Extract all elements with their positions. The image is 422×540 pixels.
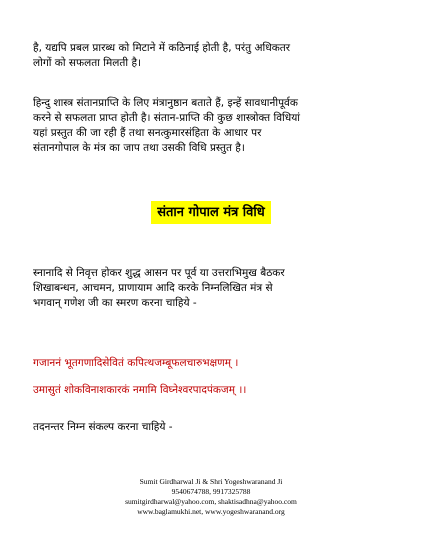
mantra-text: गजाननं भूतगणादिसेवितं कपित्थजम्बूफलचारुभक्षणम् । xyxy=(33,357,239,369)
footer-authors: Sumit Girdharwal Ji & Shri Yogeshwaranand Ji xyxy=(139,477,283,486)
footer-emails: sumitgirdharwal@yahoo.com, shaktisadhna@yahoo.com xyxy=(125,497,297,506)
text-line: संतानगोपाल के मंत्र का जाप तथा उसकी विधि प्रस्तुत है। xyxy=(33,142,245,154)
text-line: शिखाबन्धन, आचमन, प्राणायाम आदि करके निम्नलिखित मंत्र से xyxy=(33,282,273,294)
footer-phones: 9540674788, 9917325788 xyxy=(171,487,251,496)
text-line: तदनन्तर निम्न संकल्प करना चाहिये - xyxy=(33,421,173,433)
section-heading-wrap xyxy=(0,201,422,224)
ganesh-mantra-line-2 xyxy=(33,383,413,398)
page-footer xyxy=(0,477,422,517)
footer-websites: www.baglamukhi.net, www.yogeshwaranand.org xyxy=(137,507,285,516)
intro-paragraph xyxy=(33,41,405,71)
text-line: है, यद्यपि प्रबल प्रारब्ध को मिटाने में कठिनाई होती है, परंतु अधिकतर xyxy=(33,42,291,54)
sankalp-paragraph xyxy=(33,420,405,435)
procedure-paragraph xyxy=(33,266,405,311)
section-heading: संतान गोपाल मंत्र विधि xyxy=(151,201,271,224)
text-line: स्नानादि से निवृत्त होकर शुद्ध आसन पर पूर्व या उत्तराभिमुख बैठकर xyxy=(33,267,285,279)
mantra-text: उमासुतं शोकविनाशकारकं नमामि विघ्नेश्वरपादपंकजम् ।। xyxy=(33,384,247,396)
text-line: यहां प्रस्तुत की जा रही हैं तथा सनत्कुमारसंहिता के आधार पर xyxy=(33,127,262,139)
text-line: भगवान् गणेश जी का स्मरण करना चाहिये - xyxy=(33,297,197,309)
text-line: हिन्दु शास्त्र संतानप्राप्ति के लिए मंत्रानुष्ठान बताते हैं, इन्हें सावधानीपूर्वक xyxy=(33,97,298,109)
ganesh-mantra-line-1 xyxy=(33,356,413,371)
text-line: करने से सफलता प्राप्त होती है। संतान-प्राप्ति की कुछ शास्त्रोक्त विधियां xyxy=(33,112,301,124)
text-line: लोगों को सफलता मिलती है। xyxy=(33,57,141,69)
shastra-paragraph xyxy=(33,96,405,156)
